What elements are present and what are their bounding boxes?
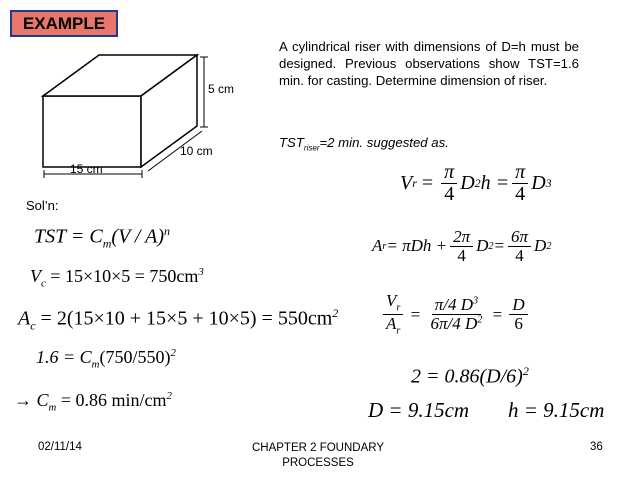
ar-fraction-1: $\frac{2\pi}{4}$ [450,228,473,265]
eq-cm-solve: $1.6 = C_m(750/550)^2$ [36,347,176,371]
depth-label: 10 cm [180,144,213,158]
eq-ratio: $\frac{V_r}{A_r}$ = $\frac{\pi/4 D^3}{6\pi/4 D^2}$ = $\frac{D}{6}$ [380,292,531,337]
solution-label: Sol’n: [26,198,59,213]
footer-date: 02/11/14 [38,441,82,453]
example-badge: EXAMPLE [10,10,118,37]
d-over-6-frac: $\frac{D}{6}$ [509,296,527,333]
tst-riser-note: $TST_{riser}=2$ min. suggested as. [279,135,449,153]
eq-d-result: D = 9.15cm [368,398,470,422]
width-label: 15 cm [70,162,103,176]
pi-over-4-frac-2: $\frac{\pi}{4}$ [512,162,528,205]
height-label: 5 cm [208,82,235,96]
eq-cm-result: → $C_m = 0.86$ $\min/cm^2$ [14,390,172,414]
eq-ar: A r = πDh + $\frac{2\pi}{4}$ D 2 = $\frac{6\pi}{4}$ D 2 [372,227,552,265]
eq-vc: $V_c = 15\times 10\times 5 = 750cm^3$ [30,266,204,290]
vr-over-ar-frac: $\frac{V_r}{A_r}$ [383,292,403,337]
pi-over-4-frac-1: $\frac{\pi}{4}$ [441,162,457,205]
eq-ac: $A_c = 2(15\times 10 + 15\times 5 + 10\times 5) = 550cm^2$ [18,306,339,333]
ar-fraction-2: $\frac{6\pi}{4}$ [508,228,531,265]
eq-h-result: h = 9.15cm [508,398,605,422]
arrow-icon: → [14,390,32,410]
footer-chapter: CHAPTER 2 FOUNDARY PROCESSES [251,442,385,469]
eq-two: $2 = 0.86(D/6)^2$ [411,364,529,388]
eq-vr: V r = $\frac{\pi}{4}$ D 2 h = $\frac{\pi}{4}$ D 3 [400,161,552,205]
footer-page-number: 36 [590,441,603,453]
problem-statement: A cylindrical riser with dimensions of D=h must be designed. Previous observations show TST=1.6 min. for casting. Determine dimension of riser. [279,39,579,88]
pi-d-ratio-frac: $\frac{\pi/4 D^3}{6\pi/4 D^2}$ [430,295,483,334]
eq-tst: TST = $C_m(V / A)^n$ [34,224,170,251]
